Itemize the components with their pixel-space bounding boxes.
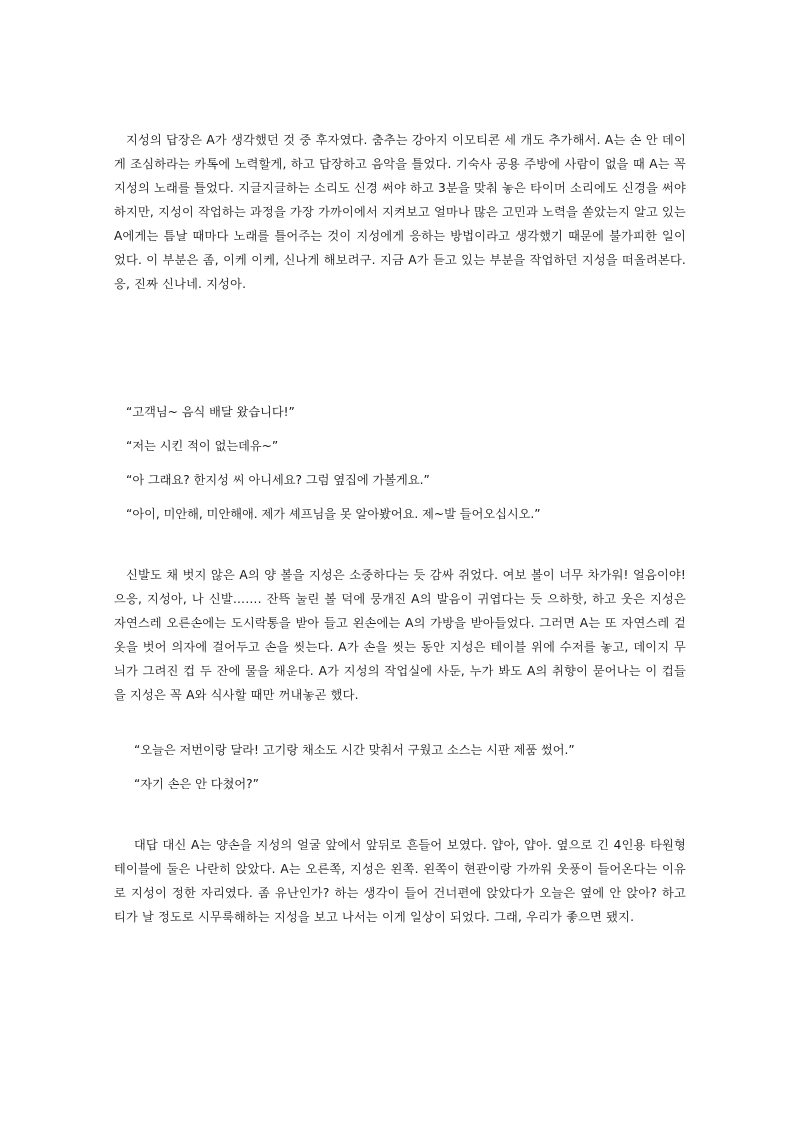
paragraph-3: 대답 대신 A는 양손을 지성의 얼굴 앞에서 앞뒤로 흔들어 보였다. 얍아, 얍아. 옆으로 긴 4인용 타원형 테이블에 둘은 나란히 앉았다. A는 오른쪽, 지성은 왼쪽. 왼쪽이 현관이랑 가까워 웃풍이 들어온다는 이유로 지성이 정한 자리였다. 좀 유난인가? 하는 생각이 들어 건너편에 앉았다가 오늘은 옆에 안 앉아? 하고 티가 날 정도로 시무룩해하는 지성을 보고 나서는 이게 일상이 되었다. 그래, 우리가 좋으면 됐지. <box>114 838 686 924</box>
dialogue-line: “고객님~ 음식 배달 왔습니다!” <box>126 405 295 419</box>
dialogue-line: “오늘은 저번이랑 달라! 고기랑 채소도 시간 맞춰서 구웠고 소스는 시판 제품 썼어.” <box>134 743 575 757</box>
dialogue-line: “자기 손은 안 다쳤어?” <box>134 777 259 791</box>
dialogue-line: “아 그래요? 한지성 씨 아니세요? 그럼 옆집에 가볼게요.” <box>126 473 430 487</box>
paragraph-1: 지성의 답장은 A가 생각했던 것 중 후자였다. 춤추는 강아지 이모티콘 세 개도 추가해서. A는 손 안 데이게 조심하라는 카톡에 노력할게, 하고 답장하고 음악을 틀었다. 기숙사 공용 주방에 사람이 없을 때 A는 꼭 지성의 노래를 틀었다. 지글지글하는 소리도 신경 써야 하고 3분을 맞춰 놓은 타이머 소리에도 신경을 써야 하지만, 지성이 작업하는 과정을 가장 가까이에서 지켜보고 얼마나 많은 고민과 노력을 쏟았는지 알고 있는 A에게는 틈날 때마다 노래를 틀어주는 것이 지성에게 응하는 방법이라고 생각했기 때문에 불가피한 일이었다. 이 부분은 좀, 이케 이케, 신나게 해보려구. 지금 A가 듣고 있는 부분을 작업하던 지성을 떠올려본다. 응, 진짜 신나네. 지성아. <box>114 133 686 291</box>
paragraph-2: 신발도 채 벗지 않은 A의 양 볼을 지성은 소중하다는 듯 감싸 쥐었다. 여보 볼이 너무 차가워! 얼음이야! 으응, 지성아, 나 신발……. 잔뜩 눌린 볼 덕에 뭉개진 A의 발음이 귀엽다는 듯 으하핫, 하고 웃은 지성은 자연스레 오른손에는 도시락통을 받아 들고 왼손에는 A의 가방을 받아들었다. 그러면 A는 또 자연스레 겉옷을 벗어 의자에 걸어두고 손을 씻는다. A가 손을 씻는 동안 지성은 테이블 위에 수저를 놓고, 데이지 무늬가 그려진 컵 두 잔에 물을 채운다. A가 지성의 작업실에 사둔, 누가 봐도 A의 취향이 묻어나는 이 컵들을 지성은 꼭 A와 식사할 때만 꺼내놓곤 했다. <box>114 568 686 702</box>
document-page <box>114 128 686 929</box>
dialogue-line: “저는 시킨 적이 없는데유~” <box>126 439 279 453</box>
dialogue-line: “아이, 미안해, 미안해애. 제가 셰프님을 못 알아봤어요. 제~발 들어오십시오.” <box>126 507 541 521</box>
